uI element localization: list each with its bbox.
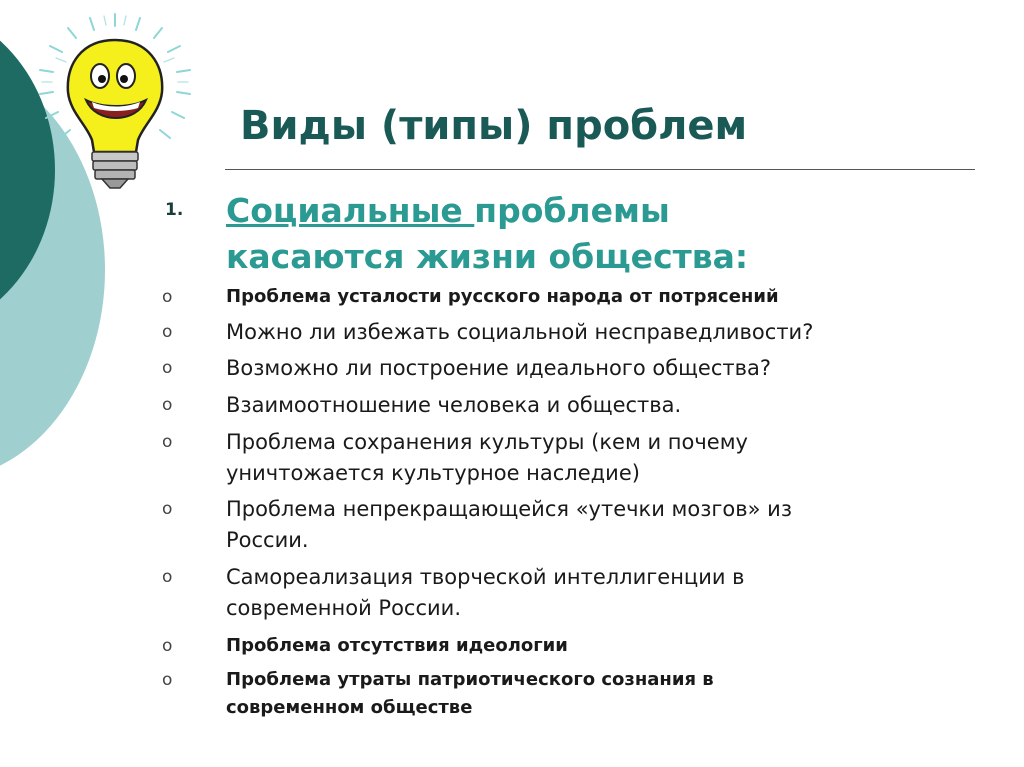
bullet-marker-icon: o	[162, 670, 173, 690]
list-item	[162, 283, 956, 311]
bullet-marker-icon: o	[162, 432, 173, 452]
bullet-marker-icon: o	[162, 567, 173, 587]
list-item	[162, 353, 956, 384]
list-item-line1: Возможно ли построение идеального общества?	[226, 356, 772, 380]
list-item-line1: Проблема отсутствия идеологии	[226, 635, 568, 656]
list-item	[162, 427, 956, 489]
list-item-line2: России.	[226, 528, 309, 552]
section-heading-underlined: Социальные	[226, 191, 475, 230]
list-item-line2: уничтожается культурное наследие)	[226, 461, 640, 485]
list-item-line1: Проблема непрекращающейся «утечки мозгов» из	[226, 497, 792, 521]
list-item-line1: Можно ли избежать социальной несправедливости?	[226, 320, 814, 344]
list-item-line1: Взаимоотношение человека и общества.	[226, 393, 682, 417]
list-item	[162, 666, 956, 722]
bullet-marker-icon: o	[162, 636, 173, 656]
bullet-marker-icon: o	[162, 499, 173, 519]
section-heading-line2: касаются жизни общества:	[226, 237, 749, 276]
list-item	[162, 562, 956, 624]
list-item	[162, 317, 956, 348]
list-item-line1: Проблема усталости русского народа от потрясений	[226, 286, 779, 307]
list-item-line2: современном обществе	[226, 697, 473, 718]
list-item	[162, 632, 956, 660]
list-item	[162, 390, 956, 421]
list-item-line1: Самореализация творческой интеллигенции в	[226, 565, 745, 589]
list-item-line1: Проблема утраты патриотического сознания в	[226, 669, 714, 690]
slide-title: Виды (типы) проблем	[240, 103, 748, 149]
bullet-marker-icon: o	[162, 322, 173, 342]
section-number: 1.	[165, 200, 184, 220]
list-item-line1: Проблема сохранения культуры (кем и почему	[226, 430, 748, 454]
section-heading-rest: проблемы	[474, 191, 670, 230]
bullet-marker-icon: o	[162, 358, 173, 378]
list-item	[162, 494, 956, 556]
bullet-marker-icon: o	[162, 287, 173, 307]
list-item-line2: современной России.	[226, 596, 461, 620]
bullet-marker-icon: o	[162, 395, 173, 415]
